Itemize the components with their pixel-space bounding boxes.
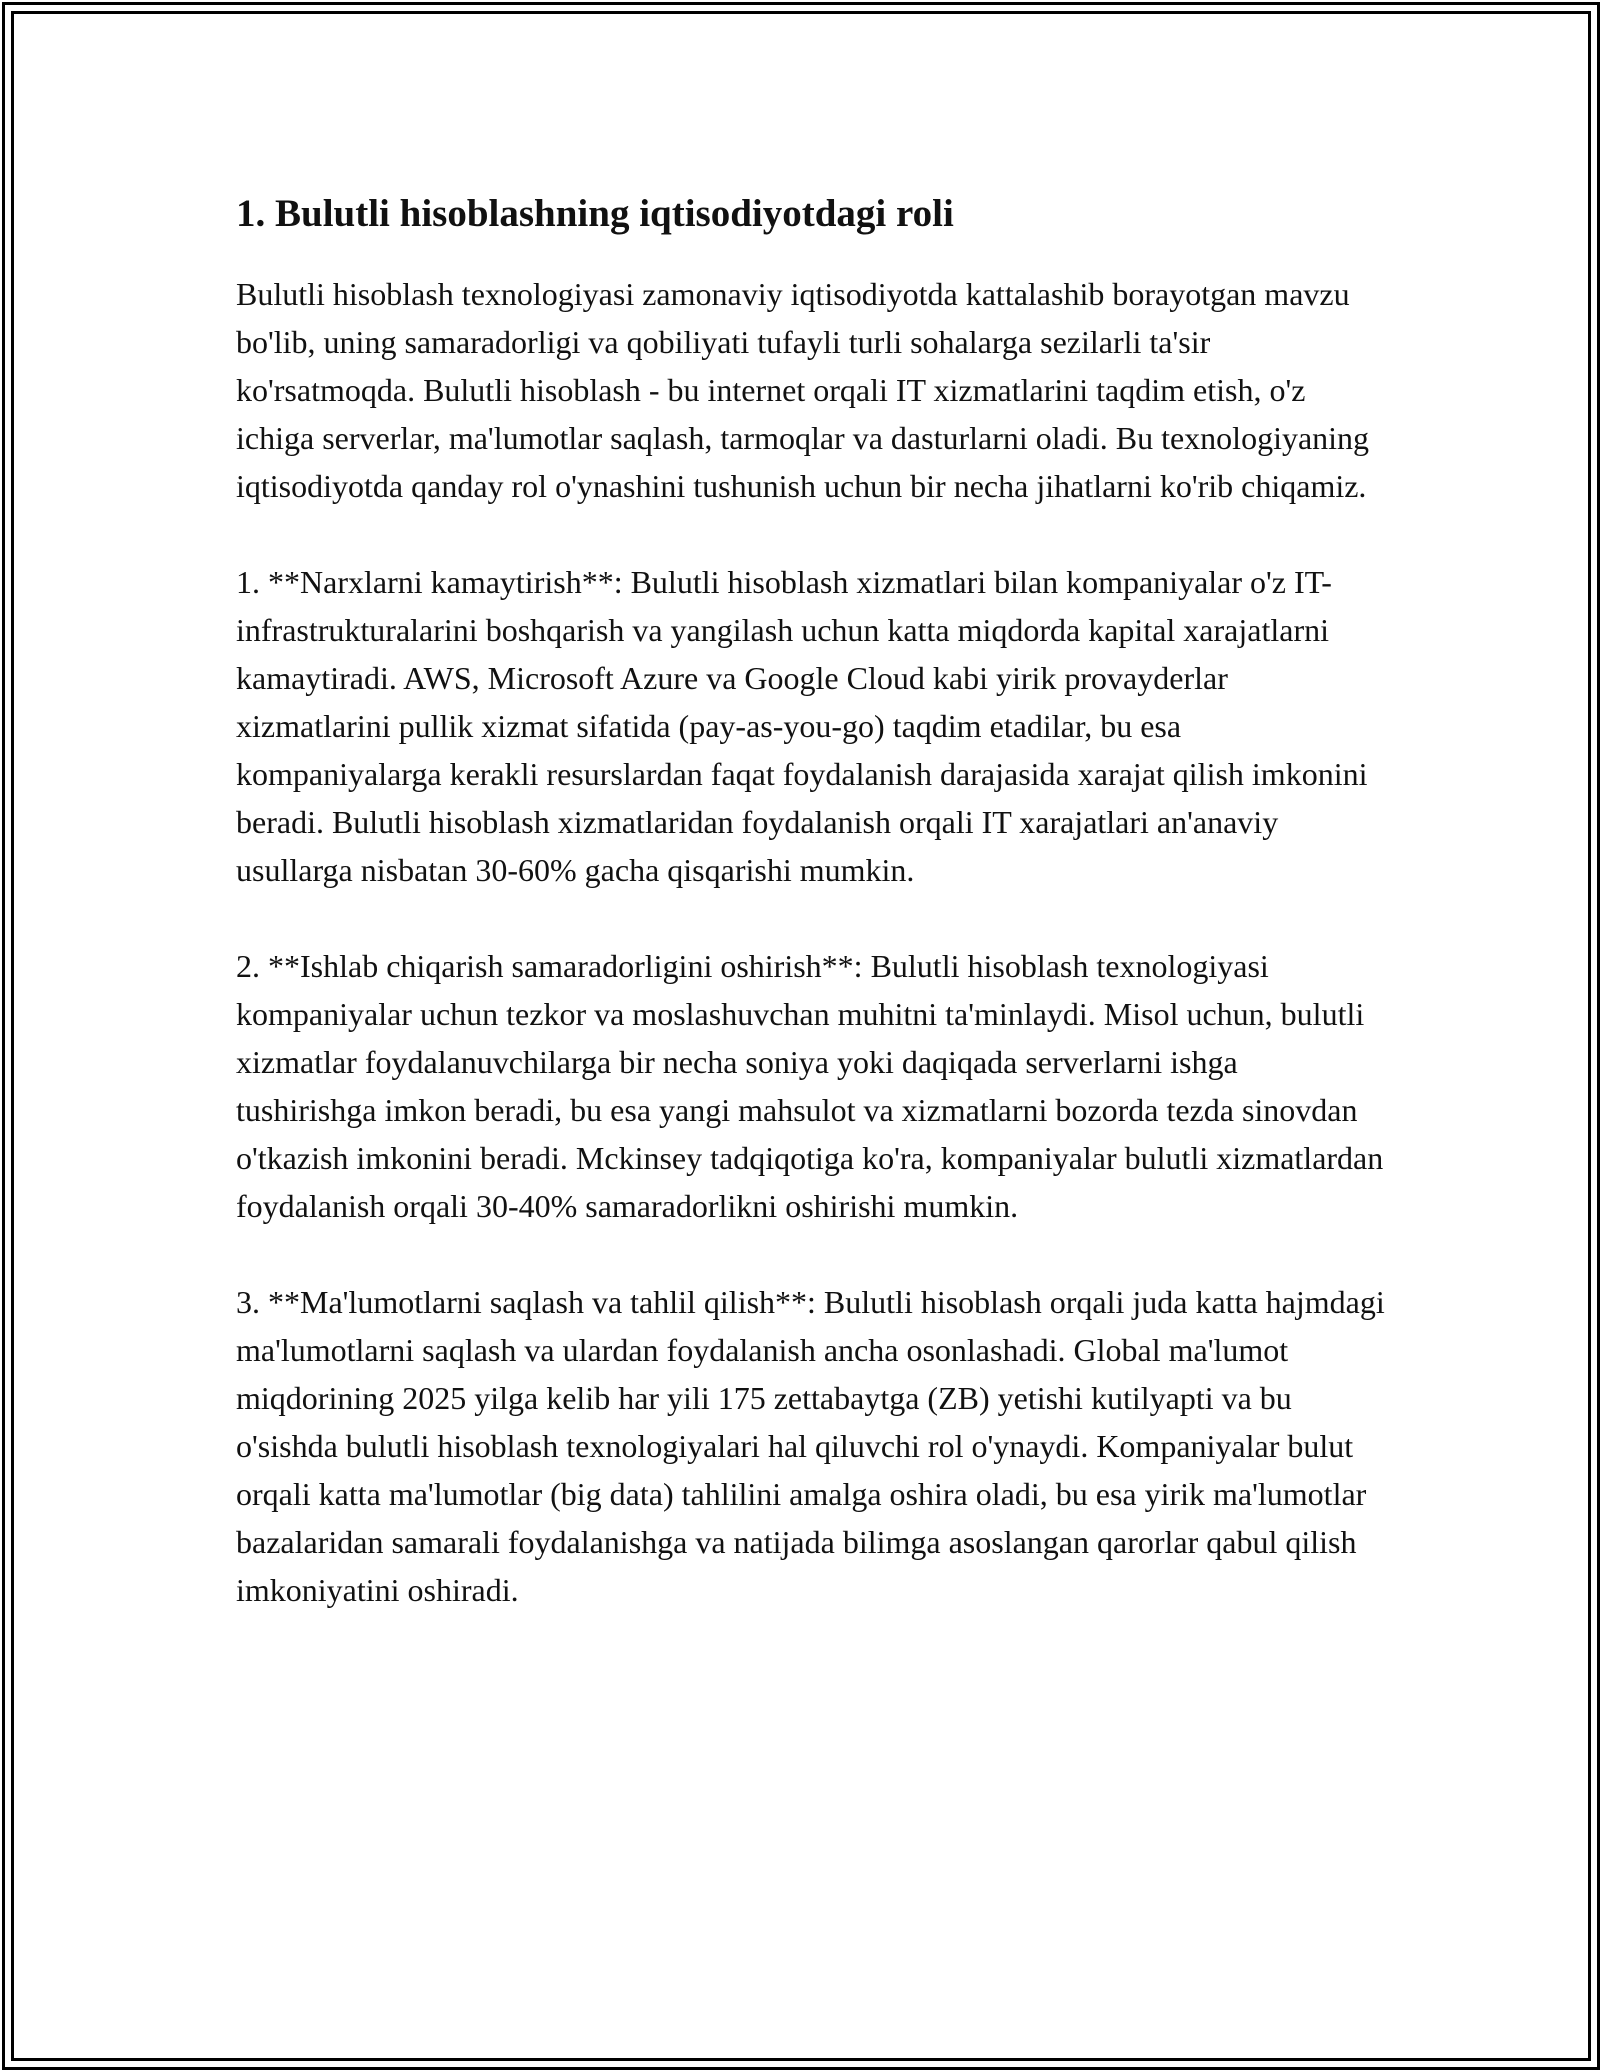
list-item-1-paragraph: 1. **Narxlarni kamaytirish**: Bulutli hisoblash xizmatlari bilan kompaniyalar o'z IT-infrastrukturalarini boshqarish va yangilash uchun katta miqdorda kapital xarajatlarni kamaytiradi. AWS, Microsoft Azure va Google Cloud kabi yirik provayderlar xizmatlarini pullik xizmat sifatida (pay-as-you-go) taqdim etadilar, bu esa kompaniyalarga kerakli resurslardan faqat foydalanish darajasida xarajat qilish imkonini beradi. Bulutli hisoblash xizmatlaridan foydalanish orqali IT xarajatlari an'anaviy usullarga nisbatan 30-60% gacha qisqarishi mumkin. [236,564,1368,888]
document-body [236,186,1386,1662]
document-heading: 1. Bulutli hisoblashning iqtisodiyotdagi roli [236,192,954,235]
list-item-2-paragraph: 2. **Ishlab chiqarish samaradorligini oshirish**: Bulutli hisoblash texnologiyasi kompaniyalar uchun tezkor va moslashuvchan muhitni ta'minlaydi. Misol uchun, bulutli xizmatlar foydalanuvchilarga bir necha soniya yoki daqiqada serverlarni ishga tushirishga imkon beradi, bu esa yangi mahsulot va xizmatlarni bozorda tezda sinovdan o'tkazish imkonini beradi. Mckinsey tadqiqotiga ko'ra, kompaniyalar bulutli xizmatlardan foydalanish orqali 30-40% samaradorlikni oshirishi mumkin. [236,948,1384,1224]
list-item-3-paragraph: 3. **Ma'lumotlarni saqlash va tahlil qilish**: Bulutli hisoblash orqali juda katta hajmdagi ma'lumotlarni saqlash va ulardan foydalanish ancha osonlashadi. Global ma'lumot miqdorining 2025 yilga kelib har yili 175 zettabaytga (ZB) yetishi kutilyapti va bu o'sishda bulutli hisoblash texnologiyalari hal qiluvchi rol o'ynaydi. Kompaniyalar bulut orqali katta ma'lumotlar (big data) tahlilini amalga oshira oladi, bu esa yirik ma'lumotlar bazalaridan samarali foydalanishga va natijada bilimga asoslangan qarorlar qabul qilish imkoniyatini oshiradi. [236,1284,1385,1608]
intro-paragraph: Bulutli hisoblash texnologiyasi zamonaviy iqtisodiyotda kattalashib borayotgan mavzu bo'lib, uning samaradorligi va qobiliyati tufayli turli sohalarga sezilarli ta'sir ko'rsatmoqda. Bulutli hisoblash - bu internet orqali IT xizmatlarini taqdim etish, o'z ichiga serverlar, ma'lumotlar saqlash, tarmoqlar va dasturlarni oladi. Bu texnologiyaning iqtisodiyotda qanday rol o'ynashini tushunish uchun bir necha jihatlarni ko'rib chiqamiz. [236,276,1370,504]
